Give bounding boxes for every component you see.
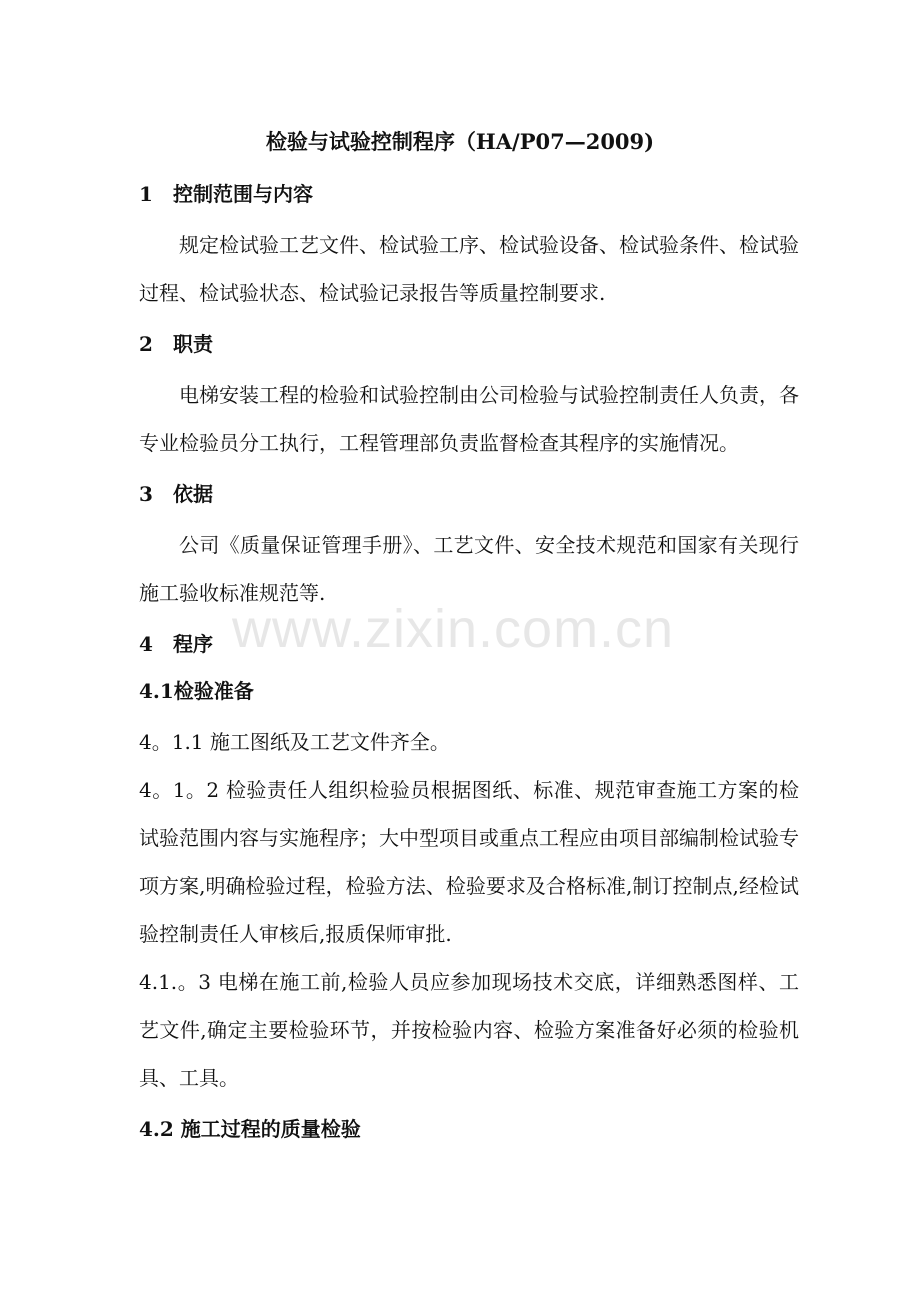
section-2-paragraph: 电梯安装工程的检验和试验控制由公司检验与试验控制责任人负责，各专业检验员分工执行，工程管理部负责监督检查其程序的实施情况。 — [139, 383, 799, 455]
section-1-heading — [139, 174, 799, 214]
section-3-heading — [139, 474, 799, 514]
section-4-heading — [139, 624, 799, 664]
watermark-text: www.zixin.com.cn — [232, 599, 675, 659]
section-4-title: 程序 — [173, 632, 213, 656]
section-3-paragraph: 公司《质量保证管理手册》、工艺文件、安全技术规范和国家有关现行施工验收标准规范等. — [139, 533, 799, 605]
item-4-1-2: 4。1。2 检验责任人组织检验员根据图纸、标准、规范审查施工方案的检试验范围内容与实施程序；大中型项目或重点工程应由项目部编制检试验专项方案,明确检验过程，检验方法、检验要求及合格标准,制订控制点,经检试验控制责任人审核后,报质保师审批. — [139, 778, 799, 946]
section-1-title: 控制范围与内容 — [173, 182, 313, 206]
item-4-1-3: 4.1.。3 电梯在施工前,检验人员应参加现场技术交底，详细熟悉图样、工艺文件,确定主要检验环节，并按检验内容、检验方案准备好必须的检验机具、工具。 — [139, 970, 799, 1090]
section-2-title: 职责 — [173, 332, 213, 356]
subsection-4-1-heading: 4.1检验准备 — [139, 679, 254, 703]
section-1-number: 1 — [139, 182, 153, 206]
section-4-number: 4 — [139, 632, 153, 656]
item-4-1-1: 4。1.1 施工图纸及工艺文件齐全。 — [139, 730, 450, 754]
subsection-4-2-heading: 4.2 施工过程的质量检验 — [139, 1117, 361, 1141]
section-1-paragraph: 规定检试验工艺文件、检试验工序、检试验设备、检试验条件、检试验过程、检试验状态、检试验记录报告等质量控制要求. — [139, 233, 799, 305]
section-2-heading — [139, 324, 799, 364]
section-2-number: 2 — [139, 332, 153, 356]
document-body — [139, 174, 799, 1156]
section-3-title: 依据 — [173, 482, 213, 506]
document-title: 检验与试验控制程序（HA/P07—2009) — [265, 129, 655, 154]
section-3-number: 3 — [139, 482, 153, 506]
